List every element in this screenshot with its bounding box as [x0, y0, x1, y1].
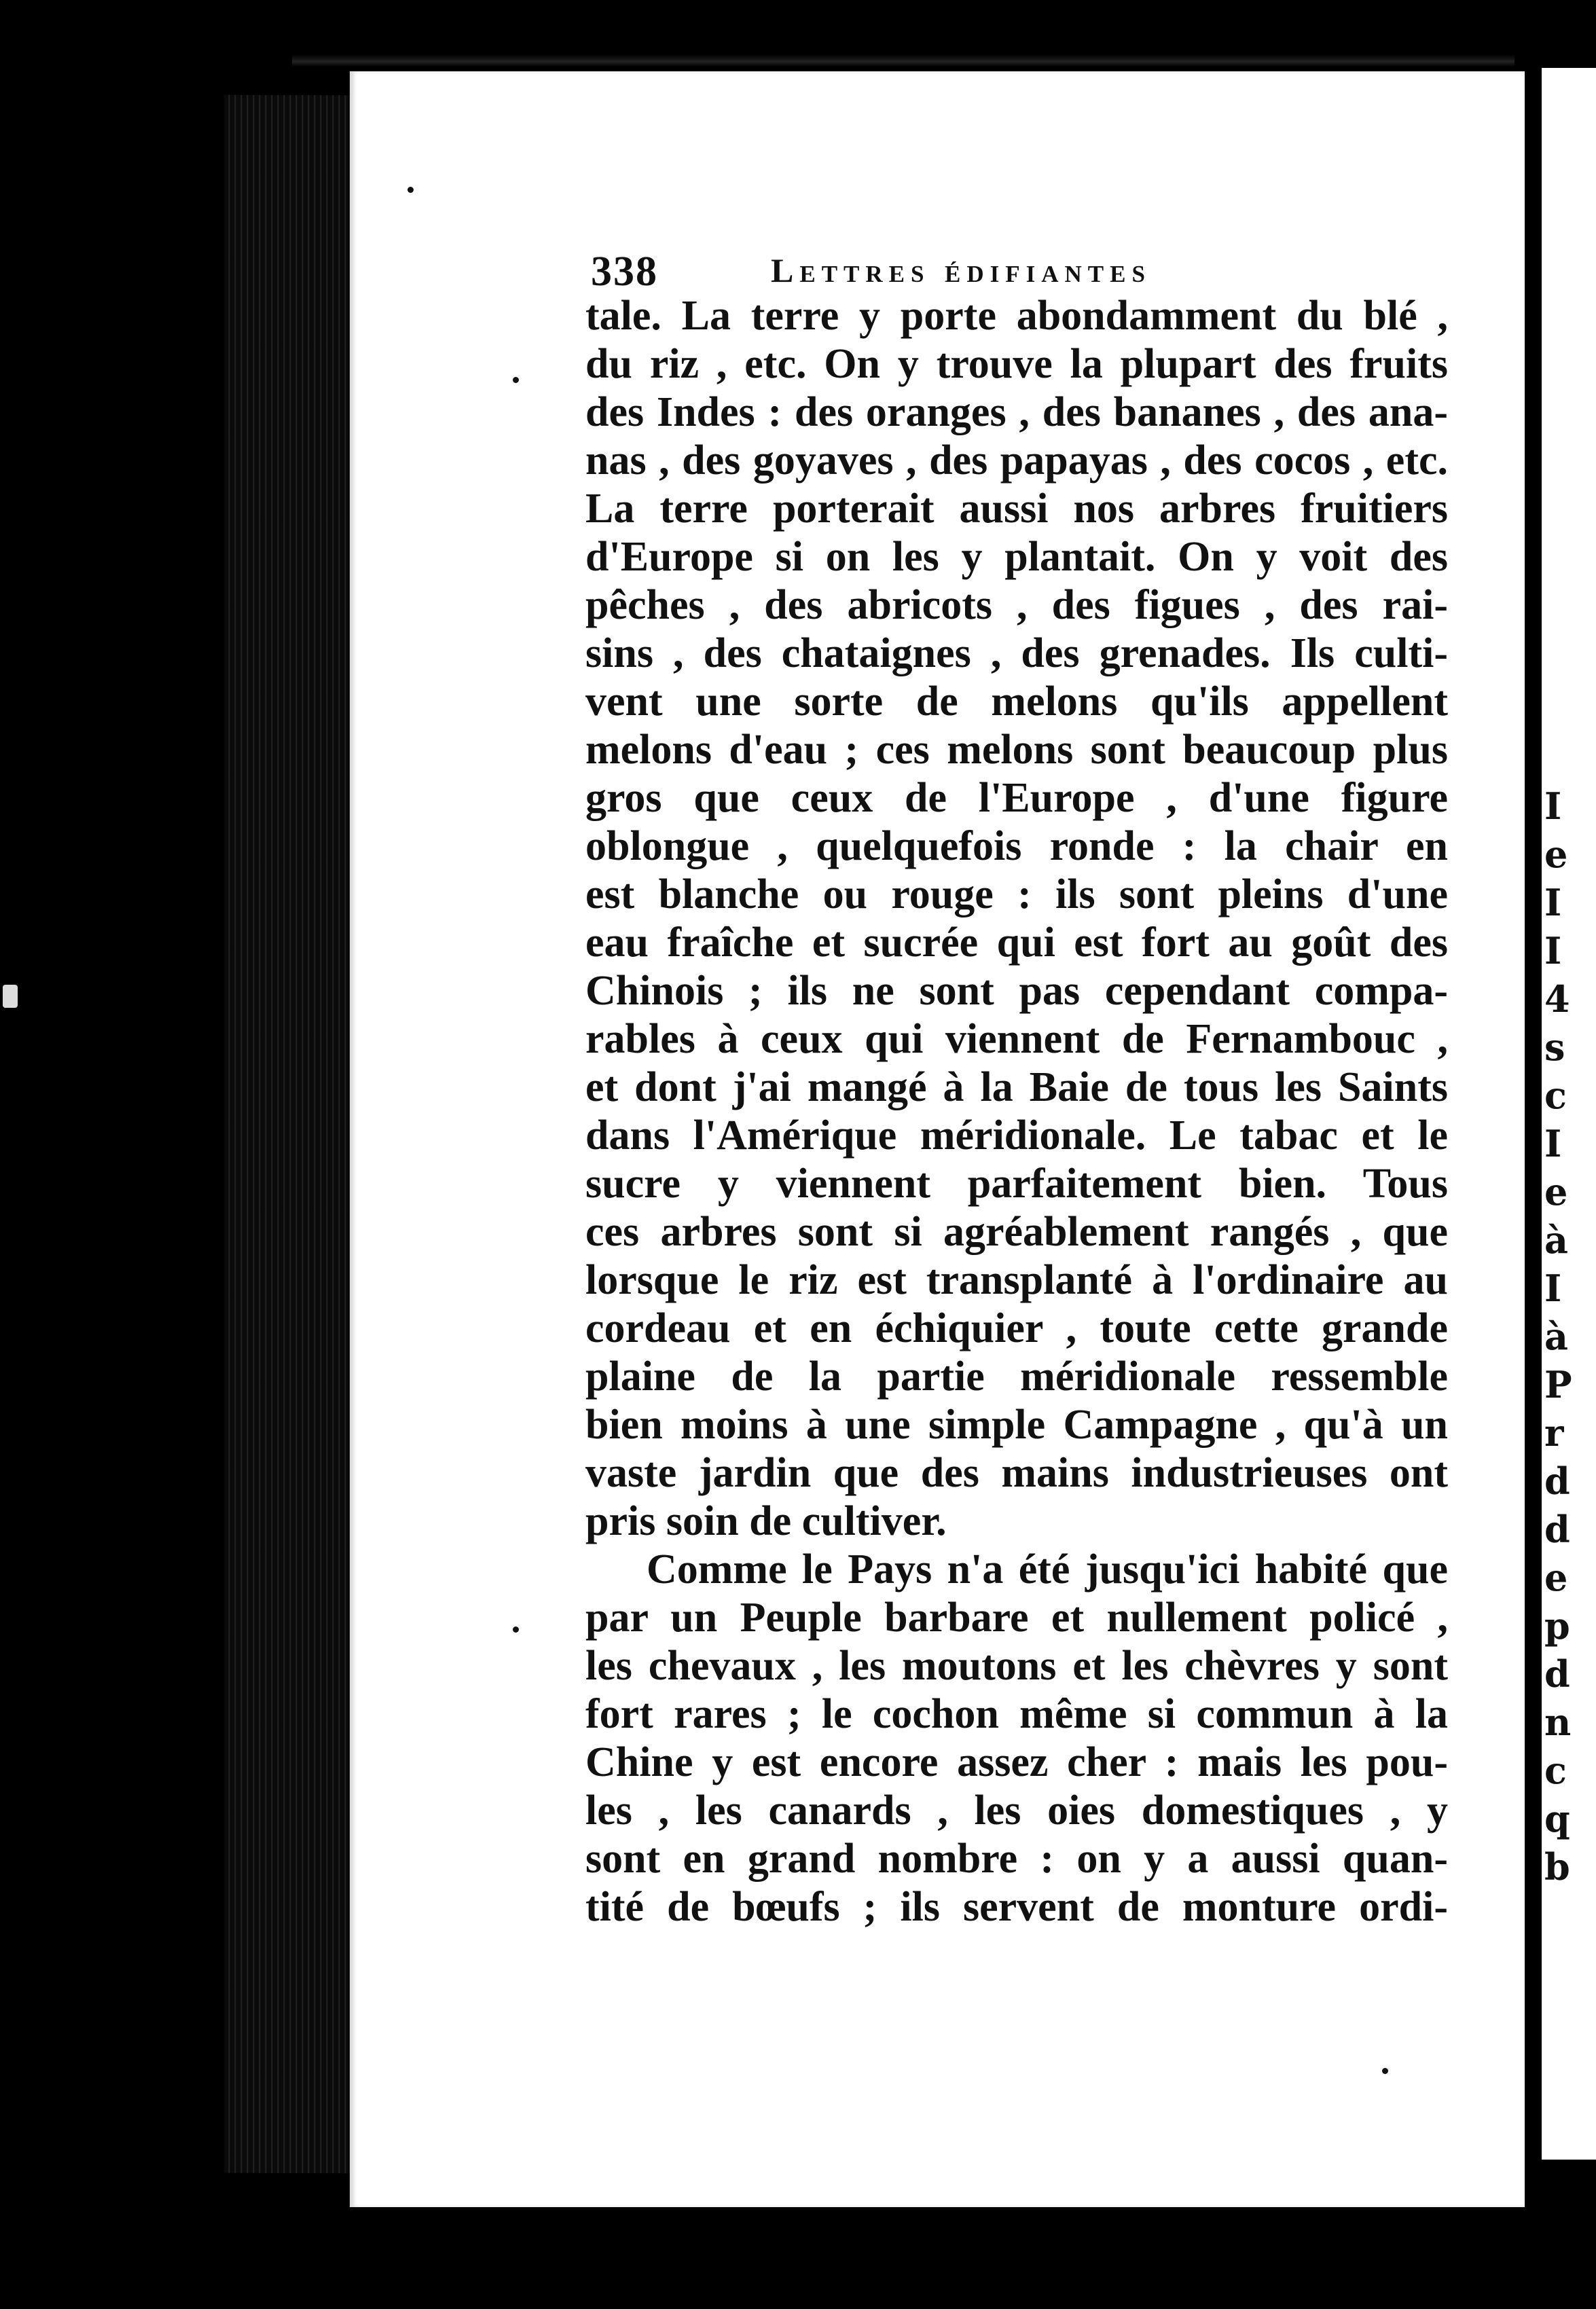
text-line: sont en grand nombre : on y a aussi quan- [585, 1836, 1448, 1882]
text-line: vent une sorte de melons qu'ils appellent [585, 678, 1448, 725]
text-line: rables à ceux qui viennent de Fernambouc , [585, 1016, 1448, 1062]
text-line: pris soin de cultiver. [585, 1498, 947, 1544]
text-line: gros que ceux de l'Europe , d'une figure [585, 775, 1448, 821]
text-line: et dont j'ai mangé à la Baie de tous les Saints [585, 1064, 1448, 1110]
facing-page-edge [1542, 68, 1596, 2160]
ink-speck [513, 1626, 519, 1633]
running-title: Lettres édifiantes [771, 251, 1151, 289]
text-line: les chevaux , les moutons et les chèvres y sont [585, 1643, 1448, 1689]
text-line: sucre y viennent parfaitement bien. Tous [585, 1161, 1448, 1207]
text-line: d'Europe si on les y plantait. On y voit des [585, 534, 1448, 580]
facing-page-glyph: e [1544, 1170, 1568, 1214]
facing-page-glyph: I [1544, 1267, 1562, 1310]
text-line: plaine de la partie méridionale ressemble [585, 1353, 1448, 1400]
text-line: tale. La terre y porte abondamment du blé , [585, 293, 1448, 339]
text-line: melons d'eau ; ces melons sont beaucoup plus [585, 727, 1448, 773]
facing-page-glyph: p [1544, 1604, 1570, 1648]
facing-page-glyph: s [1544, 1025, 1565, 1069]
facing-page-glyph: n [1544, 1701, 1572, 1744]
text-line: tité de bœufs ; ils servent de monture ordi- [585, 1884, 1448, 1930]
page-number: 338 [591, 249, 658, 295]
facing-page-glyph: P [1544, 1363, 1572, 1406]
text-line: cordeau et en échiquier , toute cette grande [585, 1305, 1448, 1351]
facing-page-glyph: à [1544, 1315, 1568, 1358]
text-line: pêches , des abricots , des figues , des rai- [585, 582, 1448, 628]
facing-page-glyph: 4 [1544, 977, 1570, 1021]
ink-speck [1382, 2068, 1388, 2074]
text-line: Chine y est encore assez cher : mais les pou- [585, 1739, 1448, 1785]
facing-page-glyph: e [1544, 833, 1568, 876]
text-line: par un Peuple barbare et nullement policé , [585, 1595, 1448, 1641]
text-line: nas , des goyaves , des papayas , des cocos , etc. [585, 437, 1448, 484]
text-line: lorsque le riz est transplanté à l'ordinaire au [585, 1257, 1448, 1303]
text-line: du riz , etc. On y trouve la plupart des fruits [585, 341, 1448, 387]
scan-margin-mark [3, 985, 18, 1008]
ink-speck [513, 377, 519, 383]
text-line: eau fraîche et sucrée qui est fort au goût des [585, 920, 1448, 966]
text-line: ces arbres sont si agréablement rangés , que [585, 1209, 1448, 1255]
facing-page-glyph: b [1544, 1845, 1570, 1889]
text-line: dans l'Amérique méridionale. Le tabac et le [585, 1112, 1448, 1159]
facing-page-glyph: I [1544, 784, 1562, 828]
facing-page-glyph: c [1544, 1749, 1567, 1792]
facing-page-glyph: d [1544, 1459, 1570, 1503]
text-line: les , les canards , les oies domestiques , y [585, 1787, 1448, 1834]
text-line: Chinois ; ils ne sont pas cependant compa- [585, 968, 1448, 1014]
paragraph [585, 1546, 1448, 1931]
page-edges-top [292, 54, 1515, 67]
facing-page-glyph: c [1544, 1074, 1567, 1117]
facing-page-glyph: I [1544, 881, 1562, 924]
text-line: La terre porterait aussi nos arbres fruitiers [585, 486, 1448, 532]
facing-page-glyph: I [1544, 929, 1562, 972]
facing-page-glyph: à [1544, 1218, 1568, 1262]
facing-page-glyph: I [1544, 1122, 1562, 1165]
body-text [585, 292, 1448, 1931]
facing-page-glyph: d [1544, 1508, 1570, 1551]
text-line: vaste jardin que des mains industrieuses ont [585, 1450, 1448, 1496]
text-line: est blanche ou rouge : ils sont pleins d'une [585, 871, 1448, 917]
facing-page-glyph: d [1544, 1652, 1570, 1696]
facing-page-glyph: e [1544, 1556, 1568, 1599]
page-edges-stack [224, 95, 353, 2174]
facing-page-glyph: r [1544, 1411, 1564, 1455]
text-line: sins , des chataignes , des grenades. Ils culti- [585, 630, 1448, 676]
ink-speck [407, 187, 414, 193]
paragraph [585, 292, 1448, 1546]
text-line: bien moins à une simple Campagne , qu'à un [585, 1402, 1448, 1448]
text-line: Comme le Pays n'a été jusqu'ici habité que [647, 1546, 1448, 1593]
text-line: fort rares ; le cochon même si commun à la [585, 1691, 1448, 1737]
text-line: des Indes : des oranges , des bananes , des ana- [585, 389, 1448, 435]
text-line: oblongue , quelquefois ronde : la chair en [585, 823, 1448, 869]
facing-page-glyph: q [1544, 1797, 1570, 1840]
